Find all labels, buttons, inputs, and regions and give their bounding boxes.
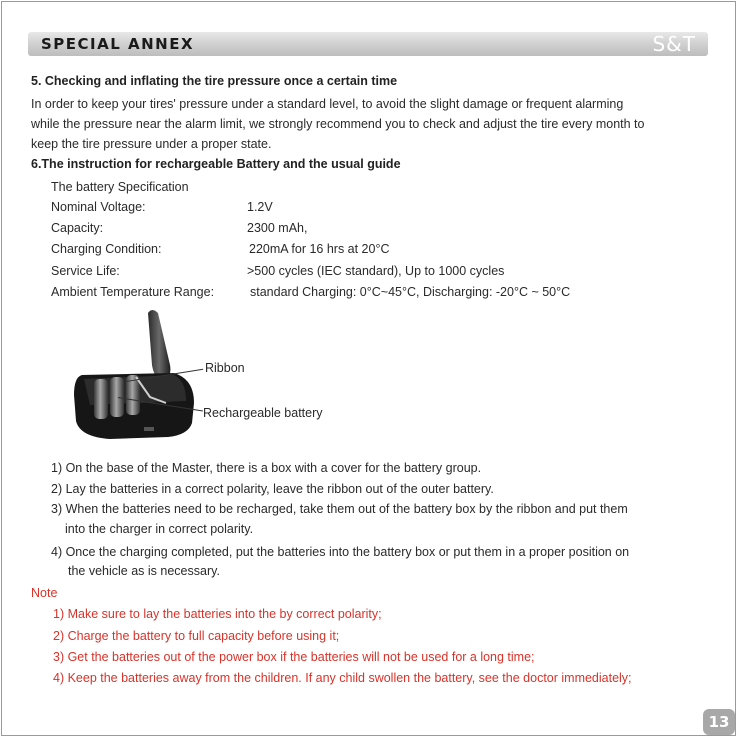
step-item: 1) On the base of the Master, there is a box with a cover for the battery group. (51, 461, 482, 475)
spec-value: >500 cycles (IEC standard), Up to 1000 cycles (247, 264, 505, 278)
step-item: into the charger in correct polarity. (65, 522, 254, 536)
spec-label: Charging Condition: (51, 242, 162, 256)
spec-label: Capacity: (51, 221, 104, 235)
spec-title: The battery Specification (51, 180, 189, 194)
page-number-badge (703, 709, 735, 735)
note-item: 4) Keep the batteries away from the children. If any child swollen the battery, see the doctor immediately; (53, 671, 632, 685)
brand-logo: S&T (652, 32, 696, 56)
note-item: 1) Make sure to lay the batteries into the by correct polarity; (53, 607, 382, 621)
ribbon-label: Ribbon (205, 361, 245, 375)
step-item: 2) Lay the batteries in a correct polarity, leave the ribbon out of the outer battery. (51, 482, 494, 496)
battery-box-photo (70, 305, 205, 445)
header-bar (28, 32, 708, 56)
note-item: 3) Get the batteries out of the power box if the batteries will not be used for a long time; (53, 650, 535, 664)
spec-value: standard Charging: 0°C~45°C, Discharging: -20°C ~ 50°C (250, 285, 571, 299)
section-5-line: In order to keep your tires' pressure under a standard level, to avoid the slight damage or frequent alarming (31, 97, 624, 111)
spec-value: 220mA for 16 hrs at 20°C (249, 242, 390, 256)
spec-label: Nominal Voltage: (51, 200, 146, 214)
spec-value: 2300 mAh, (247, 221, 308, 235)
battery-label: Rechargeable battery (203, 406, 323, 420)
spec-label: Service Life: (51, 264, 120, 278)
page-number: 13 (708, 713, 730, 731)
note-title: Note (31, 586, 58, 600)
section-6-heading: 6.The instruction for rechargeable Battery and the usual guide (31, 157, 401, 171)
step-item: 4) Once the charging completed, put the batteries into the battery box or put them in a proper position on (51, 545, 630, 559)
spec-label: Ambient Temperature Range: (51, 285, 215, 299)
step-item: 3) When the batteries need to be recharged, take them out of the battery box by the ribbon and put them (51, 502, 628, 516)
section-5-heading: 5. Checking and inflating the tire pressure once a certain time (31, 74, 398, 88)
section-5-line: keep the tire pressure under a proper state. (31, 137, 272, 151)
step-item: the vehicle as is necessary. (68, 564, 220, 578)
section-5-line: while the pressure near the alarm limit, we strongly recommend you to check and adjust the tire every month to (31, 117, 645, 131)
spec-value: 1.2V (247, 200, 273, 214)
page-title: SPECIAL ANNEX (41, 35, 195, 53)
note-item: 2) Charge the battery to full capacity before using it; (53, 629, 340, 643)
